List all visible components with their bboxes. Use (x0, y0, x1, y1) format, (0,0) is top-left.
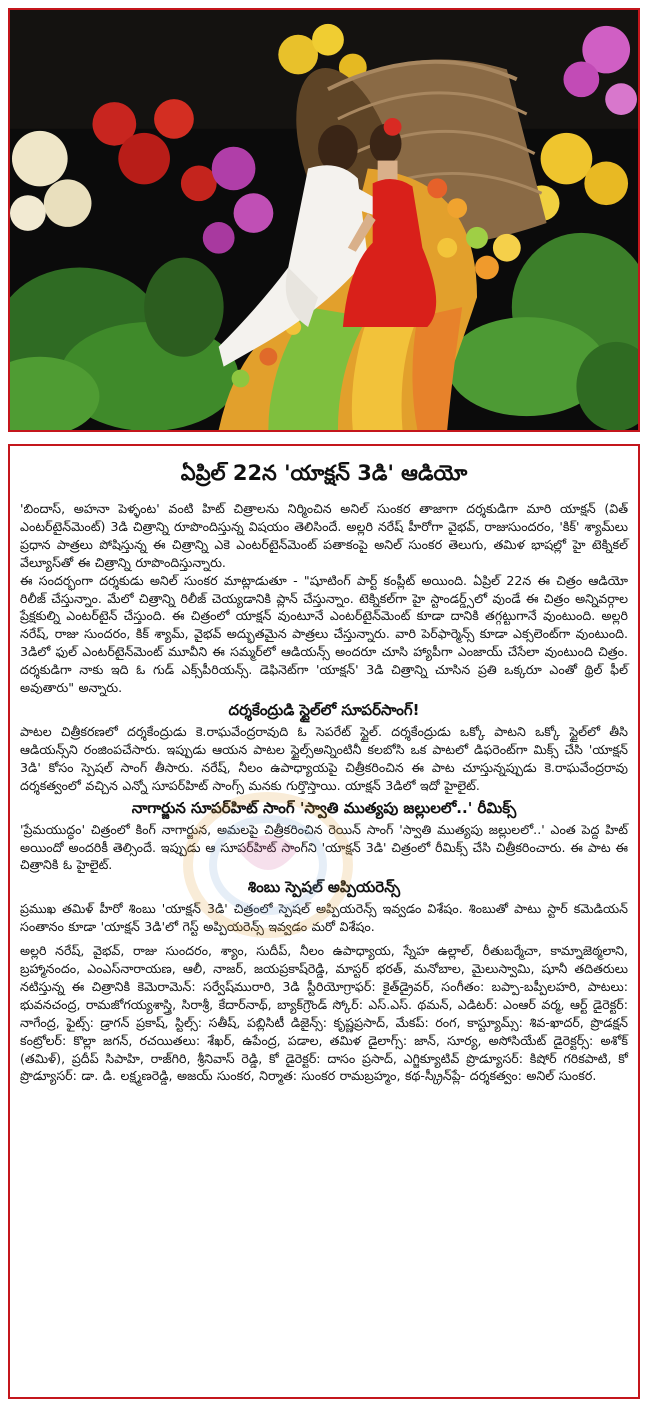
paragraph-simbu: ప్రముఖ తమిళ్ హీరో శింబు 'యాక్షన్ 3డి' చిత్రంలో స్పెషల్ అప్పియరెన్స్ ఇవ్వడం విశేషం. శింబుతో పాటు స్టార్ కమెడియన్ సంతానం కూడా 'యాక్షన్ 3డి'లో గెస్ట్ అప్పియరెన్స్ ఇవ్వడం మరో విశేషం. (20, 901, 628, 935)
movie-still-photo (8, 8, 640, 432)
paragraph-nagarjuna: 'ప్రేమయుద్ధం' చిత్రంలో కింగ్ నాగార్జున, అమలపై చిత్రీకరించిన రెయిన్ సాంగ్ 'స్వాతి ముత్యపు జల్లులలో..' ఎంత పెద్ద హిట్ అయిందో అందరికీ తెల్సిందే. ఇప్పుడు ఆ సూపర్‌హిట్ సాంగ్‌ని 'యాక్షన్ 3డి' చిత్రంలో రీమిక్స్ చేసి చిత్రీకరించారు. ఈ పాట ఈ చిత్రానికి ఓ హైలైట్. (20, 821, 628, 873)
article-box (8, 444, 640, 1399)
left-foliage (10, 258, 239, 430)
subhead-raghavendra-style-song: దర్శకేంద్రుడి స్టైల్‌లో సూపర్‌సాంగ్! (228, 700, 420, 719)
subhead-nagarjuna-remix: నాగార్జున సూపర్‌హిట్ సాంగ్ 'స్వాతి ముత్యపు జల్లులలో..' రీమిక్స్ (131, 798, 517, 817)
movie-still-illustration (10, 10, 638, 430)
paragraph-director-quote: ఈ సందర్భంగా దర్శకుడు అనిల్ సుంకర మాట్లాడుతూ - "షూటింగ్ పార్ట్ కంప్లీట్ అయింది. ఏప్రిల్ 22న ఈ చిత్రం ఆడియో రిలీజ్ చేస్తున్నాం. మేలో చిత్రాన్ని రిలీజ్ చెయ్యడానికి ప్లాన్ చేస్తున్నాం. టెక్నికల్‌గా హై స్టాండర్డ్స్‌లో వుండే ఈ చిత్రం అన్నివర్గాల ప్రేక్షకుల్ని ఎంటర్‌టైన్ చేస్తుంది. ఈ చిత్రంలో యాక్షన్ వుంటూనే ఎంటర్‌టైన్‌మెంట్ కూడా దానికి తగ్గట్టుగానే వుంటుంది. అల్లరి నరేష్, రాజు సుందరం, కిక్ శ్యామ్, వైభవ్ అద్భుతమైన పాత్రలు చేస్తున్నారు. వారి పెర్‌ఫార్మెన్స్ కూడా ఎక్సలెంట్‌గా వుంటుంది. 3డిలో ఫుల్ ఎంటర్‌టైన్‌మెంట్ మూవీని ఈ సమ్మర్‌లో ఆడియన్స్ అందరూ చూసి హ్యాపీగా ఎంజాయ్ చేసేలా వుంటుంది చిత్రం. దర్శకుడిగా నాకు ఇది ఓ గుడ్ ఎక్స్‌పీరియన్స్. డెఫినెట్‌గా 'యాక్షన్' 3డి చిత్రాన్ని చూసిన ప్రతి ఒక్కరూ ఎంతో థ్రిల్ ఫీల్ అవుతారు" అన్నారు. (20, 572, 628, 696)
paragraph-raghavendra: పాటల చిత్రీకరణలో దర్శకేంద్రుడు కె.రాఘవేంద్రరావుది ఓ సెపరేట్ స్టైల్. దర్శకేంద్రుడు ఒక్కో పాటని ఒక్కో స్టైల్‌లో తీసి ఆడియన్స్‌ని రంజింపచేసారు. ఇప్పుడు ఆయన పాటల స్టైల్స్‌అన్నింటినీ కలబోసి ఒక పాటలో డిఫరెంట్‌గా మిక్స్ చేసి 'యాక్షన్ 3డి' కోసం స్పెషల్ సాంగ్ తీసారు. నరేష్, నీలం ఉపాధ్యాయపై చిత్రీకరించిన ఈ పాట చూస్తున్నప్పుడు కె.రాఘవేంద్రరావు దర్శకత్వంలో వచ్చిన ఎన్నో సూపర్‌హిట్ సాంగ్స్ మనకు గుర్తొస్తాయి. యాక్షన్ 3డిలో ఇదో హైలైట్. (20, 723, 628, 793)
subhead-simbu-appearance: శింబు స్పెషల్ అప్పియరెన్స్ (247, 878, 401, 897)
paragraph-credits: అల్లరి నరేష్, వైభవ్, రాజు సుందరం, శ్యాం, సుదీప్, నీలం ఉపాధ్యాయ, స్నేహ ఉల్లాల్, రీతుబర్మేచా, కామ్నాజెఠ్మలాని, బ్రహ్మానందం, ఎంఎస్‌నారాయణ, ఆలీ, నాజర్, జయప్రకాష్‌రెడ్డి, మాస్టర్ భరత్, మనోబాల, మైలుస్వామి, షూనీ తదితరులు నటిస్తున్న ఈ చిత్రానికి కెమెరామెన్: సర్వేష్‌మురారి, 3డి స్టీరియోగ్రాఫర్: కైత్‌డ్రైవర్, సంగీతం: బప్పా-బప్పీలహరి, పాటలు: భువనచంద్ర, రామజోగయ్యశాస్త్రి, సిరాశ్రీ, కేదార్‌నాథ్, బ్యాక్‌గ్రౌండ్ స్కోర్: ఎస్.ఎస్. థమన్, ఎడిటర్: ఎంఆర్ వర్మ, ఆర్ట్ డైరెక్టర్: నాగేంద్ర, ఫైట్స్: డ్రాగన్ ప్రకాష్, స్టిల్స్: సతీష్, పబ్లిసిటీ డిజైన్స్: కృష్ణప్రసాద్, మేకప్: రంగ, కాస్ట్యూమ్స్: శివ-ఖాదర్, ప్రొడక్షన్ కంట్రోలర్: కొల్లా జగన్, రచయితలు: శేఖర్, ఉపేంద్ర, పడాల, తమిళ డైలాగ్స్: జాన్, సూర్య, అసోసియేట్ డైరెక్టర్స్: అశోక్ (తమిళ్), ప్రదీప్ సిపాహి, రాజ్‌గిరి, శ్రీనివాస్ రెడ్డి, కో డైరెక్టర్: దాసం ప్రసాద్, ఎగ్జిక్యూటివ్ ప్రొడ్యూసర్: కిషోర్ గరికపాటి, కో ప్రొడ్యూసర్: డా. డి. లక్ష్మణరెడ్డి, అజయ్ సుంకర, నిర్మాత: సుంకర రామబ్రహ్మం, కథ-స్క్రీన్‌ప్లే- దర్శకత్వం: అనిల్ సుంకర. (20, 943, 628, 1084)
article-headline: ఏప్రిల్ 22న 'యాక్షన్ 3డి' ఆడియో (180, 461, 468, 485)
paragraph-intro: 'బిందాస్, అహనా పెళ్ళంట' వంటి హిట్ చిత్రాలను నిర్మించిన అనిల్ సుంకర తాజాగా దర్శకుడిగా మారి యాక్షన్ (విత్ ఎంటర్‌టైన్‌మెంట్) 3డి చిత్రాన్ని రూపొందిస్తున్న విషయం తెలిసిందే. అల్లరి నరేష్ హీరోగా వైభవ్, రాజుసుందరం, 'కిక్' శ్యామ్‌లు ప్రధాన పాత్రలు పోషిస్తున్న ఈ చిత్రాన్ని ఎకె ఎంటర్‌టైన్‌మెంట్ పతాకంపై అనిల్ సుంకర తెలుగు, తమిళ భాషల్లో హై టెక్నికల్ వేల్యూస్‌తో ఈ చిత్రాన్ని రూపొందిస్తున్నారు. (20, 501, 628, 570)
